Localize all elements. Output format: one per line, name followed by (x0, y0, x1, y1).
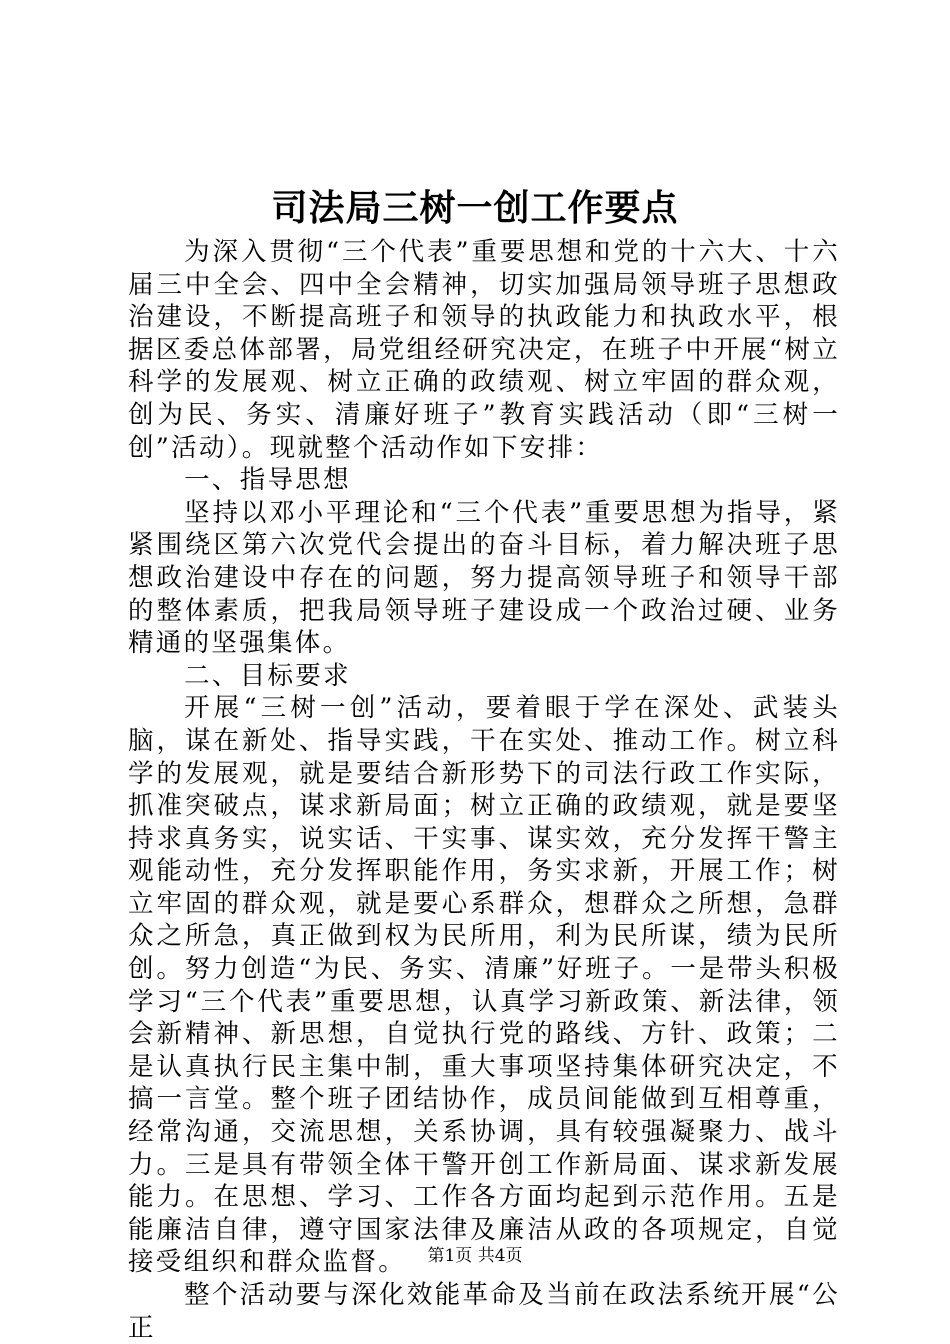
page-footer: 第1页 共4页 (427, 1246, 523, 1266)
section-heading-goals: 二、目标要求 (184, 660, 351, 691)
document-body (128, 236, 840, 1344)
goals-paragraph: 开展“三树一创”活动，要着眼于学在深处、武装头脑，谋在新处、指导实践，干在实处、推动工作。树立科学的发展观，就是要结合新形势下的司法行政工作实际，抓准突破点，谋求新局面；树立正确的政绩观，就是要坚持求真务实，说实话、干实事、谋实效，充分发挥干警主观能动性，充分发挥职能作用，务实求新，开展工作；树立牢固的群众观，就是要心系群众，想群众之所想，急群众之所急，真正做到权为民所用，利为民所谋，绩为民所创。努力创造“为民、务实、清廉”好班子。一是带头积极学习“三个代表”重要思想，认真学习新政策、新法律，领会新精神、新思想，自觉执行党的路线、方针、政策；二是认真执行民主集中制，重大事项坚持集体研究决定，不搞一言堂。整个班子团结协作，成员间能做到互相尊重，经常沟通，交流思想，关系协调，具有较强凝聚力、战斗力。三是具有带领全体干警开创工作新局面、谋求新发展能力。在思想、学习、工作各方面均起到示范作用。五是能廉洁自律，遵守国家法律及廉洁从政的各项规定，自觉接受组织和群众监督。 (128, 693, 840, 1278)
intro-paragraph: 为深入贯彻“三个代表”重要思想和党的十六大、十六届三中全会、四中全会精神，切实加强局领导班子思想政治建设，不断提高班子和领导的执政能力和执政水平，根据区委总体部署，局党组经研究决定，在班子中开展“树立科学的发展观、树立正确的政绩观、树立牢固的群众观，创为民、务实、清廉好班子”教育实践活动（即“三树一创”活动）。现就整个活动作如下安排： (128, 237, 840, 463)
continuation-paragraph: 整个活动要与深化效能革命及当前在政法系统开展“公正 (128, 1280, 840, 1343)
guiding-ideology-paragraph: 坚持以邓小平理论和“三个代表”重要思想为指导，紧紧围绕区第六次党代会提出的奋斗目标，着力解决班子思想政治建设中存在的问题，努力提高领导班子和领导干部的整体素质，把我局领导班子建设成一个政治过硬、业务精通的坚强集体。 (128, 497, 840, 659)
document-title: 司法局三树一创工作要点 (271, 187, 679, 229)
section-heading-guiding-ideology: 一、指导思想 (184, 465, 351, 496)
